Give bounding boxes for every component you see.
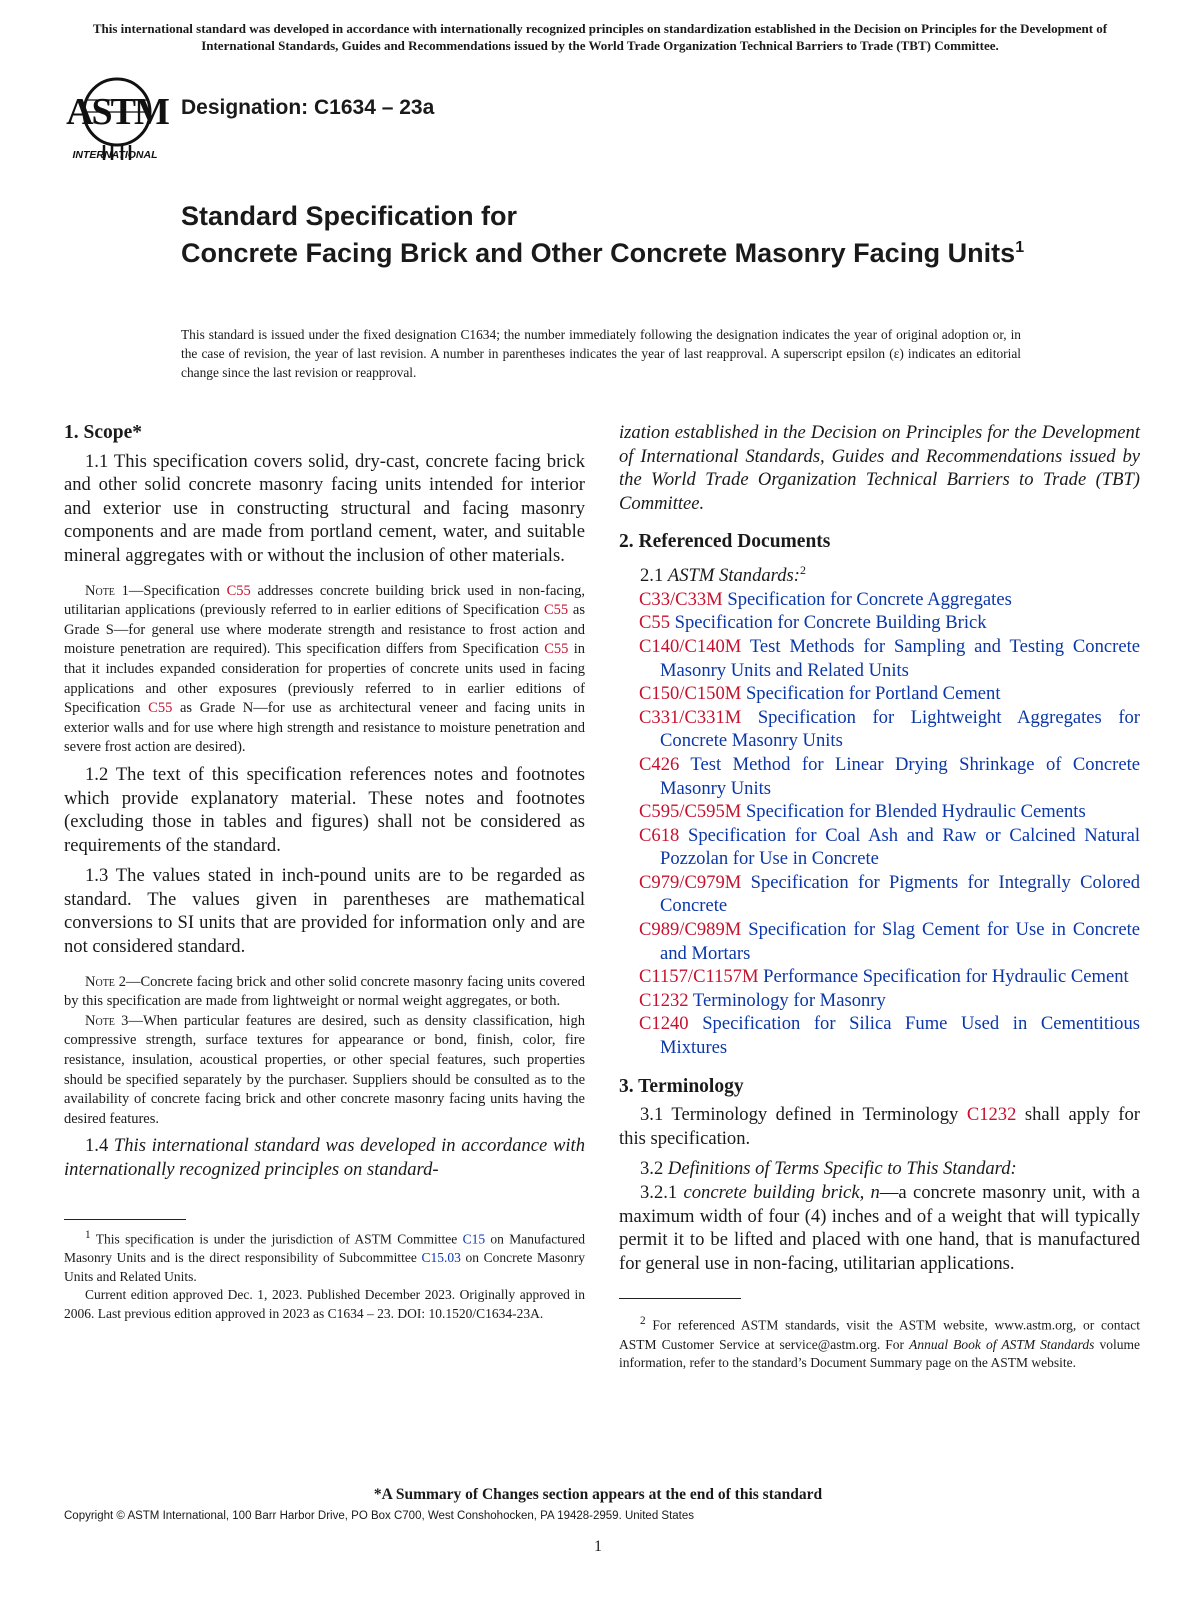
ref-item[interactable]: C979/C979M Specification for Pigments for Integrally Colored Concrete [639, 871, 1140, 917]
ref-item[interactable]: C331/C331M Specification for Lightweight Aggregates for Concrete Masonry Units [639, 706, 1140, 752]
ref-item[interactable]: C150/C150M Specification for Portland Cement [639, 683, 1001, 705]
svg-text:INTERNATIONAL: INTERNATIONAL [72, 149, 158, 161]
link-c15[interactable]: C15 [462, 1231, 486, 1247]
para-1-3: 1.3 The values stated in inch-pound units are to be regarded as standard. The values given in parentheses are mathematical conversions to SI units that are provided for information only and are not considered standard. [64, 865, 585, 958]
para-1-2: 1.2 The text of this specification references notes and footnotes which provide explanatory material. These notes and footnotes (excluding those in tables and figures) shall not be considered as requirements of the standard. [64, 763, 585, 856]
designation: Designation: C1634 – 23a [181, 96, 435, 119]
title-line-1: Standard Specification for [181, 201, 518, 231]
ref-item[interactable]: C989/C989M Specification for Slag Cement for Use in Concrete and Mortars [639, 919, 1140, 964]
astm-logo [64, 72, 170, 170]
ref-item[interactable]: C426 Test Method for Linear Drying Shrinkage of Concrete Masonry Units [639, 753, 1141, 799]
section-2-heading: 2. Referenced Documents [619, 531, 831, 553]
ref-item[interactable]: C1232 Terminology for Masonry [639, 989, 886, 1011]
link-c55[interactable]: C55 [544, 641, 569, 658]
astm-logo-icon [64, 72, 170, 170]
page-number: 1 [594, 1538, 602, 1555]
issuance-statement: This standard is issued under the fixed designation C1634; the number immediately following the designation indicates the year of original adoption or, in the case of revision, the year of last revision. A number in parentheses indicates the year of last reapproval. A superscript epsilon (ε) indicates an editorial change since the last revision or reapproval. [181, 327, 1021, 380]
summary-of-changes-notice: *A Summary of Changes section appears at the end of this standard [373, 1486, 823, 1503]
ref-item[interactable]: C595/C595M Specification for Blended Hydraulic Cements [639, 801, 1086, 823]
footnote-1-approval: Current edition approved Dec. 1, 2023. Published December 2023. Originally approved in 2006. Last previous edition approved in 2023 as C1634 – 23. DOI: 10.1520/C1634-23A. [64, 1287, 585, 1321]
note-2: Note 2—Concrete facing brick and other solid concrete masonry facing units covered by this specification are made from lightweight or normal weight aggregates, or both. [64, 973, 585, 1010]
referenced-documents-list [619, 588, 1140, 1060]
para-3-2-1: 3.2.1 concrete building brick, n—a concrete masonry unit, with a maximum width of four (4) inches and of a weight that will typically permit it to be lifted and placed with one hand, that is manufactured for general use in non-facing, utilitarian applications. [619, 1182, 1140, 1274]
copyright: Copyright © ASTM International, 100 Barr Harbor Drive, PO Box C700, West Conshohocken, PA 19428-2959. United States [64, 1510, 695, 1522]
note-1: Note 1—Specification C55 addresses concrete building brick used in non-facing, utilitarian applications (previously referred to in earlier editions of Specification C55 as Grade S—for general use where moderate strength and resistance to frost action and moisture penetration are required). This specification differs from Specification C55 in that it includes expanded consideration for properties of concrete units used in facing applications and other exposures (previously referred to in earlier editions of Specification C55 as Grade N—for use as architectural veneer and facing units in exterior walls and for use where high strength and resistance to moisture penetration and severe frost action are desired). [64, 582, 585, 756]
ref-item[interactable]: C618 Specification for Coal Ash and Raw or Calcined Natural Pozzolan for Use in Concrete [639, 824, 1140, 870]
link-c15-03[interactable]: C15.03 [421, 1249, 461, 1265]
footnote-rule [64, 1219, 186, 1220]
note-3: Note 3—When particular features are desired, such as density classification, high compressive strength, surface textures for appearance or bond, finish, color, fire resistance, insulation, acoustical properties, or other special features, such properties should be specified separately by the purchaser. Suppliers should be consulted as to the availability of concrete facing brick and other concrete masonry facing units having the desired features. [64, 1012, 586, 1127]
wto-notice: This international standard was developed in accordance with internationally recognized principles on standardization established in the Decision on Principles for the Development of International Standards, Guides and Recommendations issued by the World Trade Organization Technical Barriers to Trade (TBT) Committee. [92, 21, 1108, 53]
link-c55[interactable]: C55 [148, 700, 173, 717]
footnote-rule [619, 1298, 741, 1299]
para-1-4: 1.4 This international standard was developed in accordance with internationally recognized principles on standard- [64, 1135, 586, 1180]
para-1-1: 1.1 This specification covers solid, dry-cast, concrete facing brick and other solid concrete masonry facing units intended for interior and exterior use in constructing structural and facing masonry components and are made from portland cement, water, and suitable mineral aggregates with or without the inclusion of other materials. [64, 450, 585, 566]
link-c55[interactable]: C55 [543, 602, 569, 619]
ref-item[interactable]: C55 Specification for Concrete Building Brick [639, 612, 987, 634]
para-3-2: 3.2 Definitions of Terms Specific to This Standard: [640, 1158, 1017, 1180]
title-footnote-mark: 1 [1015, 239, 1025, 256]
footnote-1: $^1$ This specification is under the jurisdiction of ASTM Committee C15 on Manufactured Masonry Units and is the direct responsibility of Subcommittee C15.03 on Concrete Masonry Units and Related Units. [64, 1228, 585, 1284]
section-1-heading: 1. Scope* [64, 422, 142, 443]
title-line-2: Concrete Facing Brick and Other Concrete Masonry Facing Units$^1$ [181, 238, 1025, 268]
link-c55[interactable]: C55 [226, 582, 251, 599]
ref-item[interactable]: C1240 Specification for Silica Fume Used in Cementitious Mixtures [639, 1013, 1140, 1059]
ref-item[interactable]: C33/C33M Specification for Concrete Aggregates [639, 588, 1012, 610]
section-3-heading: 3. Terminology [619, 1075, 744, 1097]
ref-item[interactable]: C140/C140M Test Methods for Sampling and Testing Concrete Masonry Units and Related Units [639, 635, 1140, 681]
para-3-1: 3.1 Terminology defined in Terminology C1232 shall apply for this specification. [619, 1104, 1140, 1149]
link-c1232[interactable]: C1232 [966, 1104, 1017, 1126]
left-column [64, 421, 585, 1324]
para-1-4-continued: ization established in the Decision on Principles for the Development of International Standards, Guides and Recommendations issued by the World Trade Organization Technical Barriers to Trade (TBT) Committee. [619, 422, 1140, 514]
svg-text:ASTM: ASTM [66, 91, 168, 133]
right-column [619, 421, 1140, 1373]
document-title [181, 200, 1081, 269]
footnote-2: $^2$ For referenced ASTM standards, visit the ASTM website, www.astm.org, or contact ASTM Customer Service at service@astm.org. For Annual Book of ASTM Standards volume information, refer to the standard’s Document Summary page on the ASTM website. [619, 1315, 1140, 1371]
ref-item[interactable]: C1157/C1157M Performance Specification for Hydraulic Cement [639, 966, 1129, 988]
para-2-1: 2.1 ASTM Standards:$^2$ [640, 562, 806, 587]
